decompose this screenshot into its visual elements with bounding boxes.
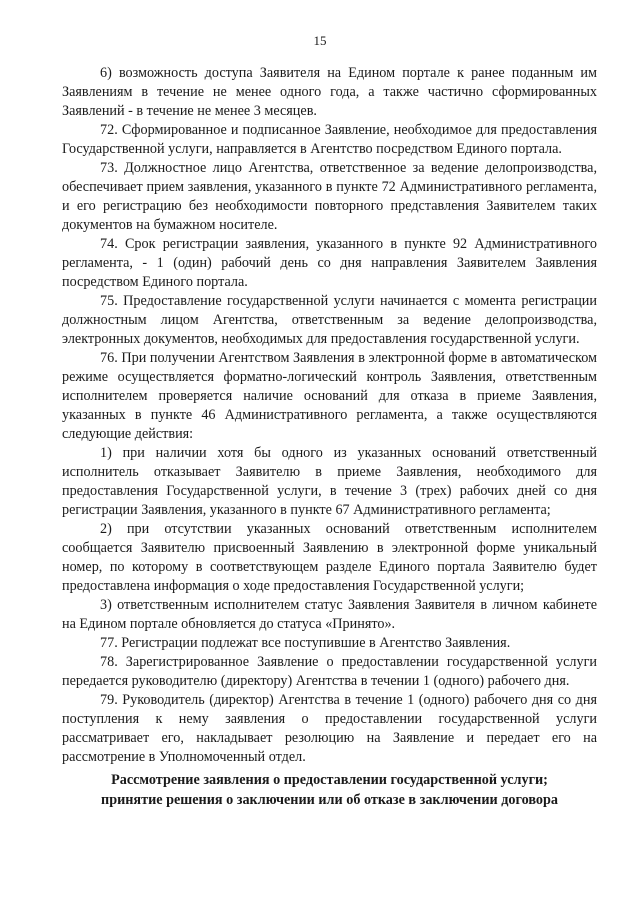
paragraph-72: 72. Сформированное и подписанное Заявление, необходимое для предоставления Государственной услуги, направляется в Агентство посредством Единого портала. [62, 122, 597, 157]
paragraph-76-item-3: 3) ответственным исполнителем статус Заявления Заявителя в личном кабинете на Едином портале обновляется до статуса «Принято». [62, 597, 597, 632]
section-heading-line-1: Рассмотрение заявления о предоставлении государственной услуги; [111, 772, 548, 788]
paragraph-76: 76. При получении Агентством Заявления в электронной форме в автоматическом режиме осуществляется форматно-логический контроль Заявления, ответственным исполнителем проверяется наличие оснований для отказа в приеме Заявления, указанных в пункте 46 Административного регламента, а также осуществляются следующие действия: [62, 350, 597, 442]
paragraph-79: 79. Руководитель (директор) Агентства в течение 1 (одного) рабочего дня со дня поступления к нему заявления о предоставлении государственной услуги рассматривает его, накладывает резолюцию на Заявление и передает его на рассмотрение в Уполномоченный отдел. [62, 692, 597, 765]
paragraph-73: 73. Должностное лицо Агентства, ответственное за ведение делопроизводства, обеспечивает прием заявления, указанного в пункте 72 Административного регламента, и его регистрацию без необходимости повторного представления Заявителем таких документов на бумажном носителе. [62, 160, 597, 233]
paragraph-74: 74. Срок регистрации заявления, указанного в пункте 92 Административного регламента, - 1 (один) рабочий день со дня направления Заявителем Заявления посредством Единого портала. [62, 236, 597, 290]
section-heading [62, 771, 597, 810]
document-body [62, 64, 597, 767]
paragraph-77: 77. Регистрации подлежат все поступившие в Агентство Заявления. [100, 635, 511, 651]
paragraph-item-6: 6) возможность доступа Заявителя на Едином портале к ранее поданным им Заявлениям в течение не менее одного года, а также частично сформированных Заявлений - в течение не менее 3 месяцев. [62, 65, 597, 119]
paragraph-76-item-2: 2) при отсутствии указанных оснований ответственным исполнителем сообщается Заявителю присвоенный Заявлению в электронной форме уникальный номер, по которому в соответствующем разделе Единого портала Заявителю будет предоставлена информация о ходе предоставления Государственной услуги; [62, 521, 597, 594]
section-heading-line-2: принятие решения о заключении или об отказе в заключении договора [101, 791, 558, 808]
paragraph-78: 78. Зарегистрированное Заявление о предоставлении государственной услуги передается руководителю (директору) Агентства в течении 1 (одного) рабочего дня. [62, 654, 597, 689]
paragraph-75: 75. Предоставление государственной услуги начинается с момента регистрации должностным лицом Агентства, ответственным за ведение делопроизводства, электронных документов, необходимых для предоставления государственной услуги. [62, 293, 597, 347]
page-number: 15 [313, 33, 327, 48]
paragraph-76-item-1: 1) при наличии хотя бы одного из указанных оснований ответственный исполнитель отказывает Заявителю в приеме Заявления, необходимого для предоставления Государственной услуги, в течение 3 (трех) рабочих дней со дня регистрации Заявления, указанного в пункте 67 Административного регламента; [62, 445, 597, 518]
